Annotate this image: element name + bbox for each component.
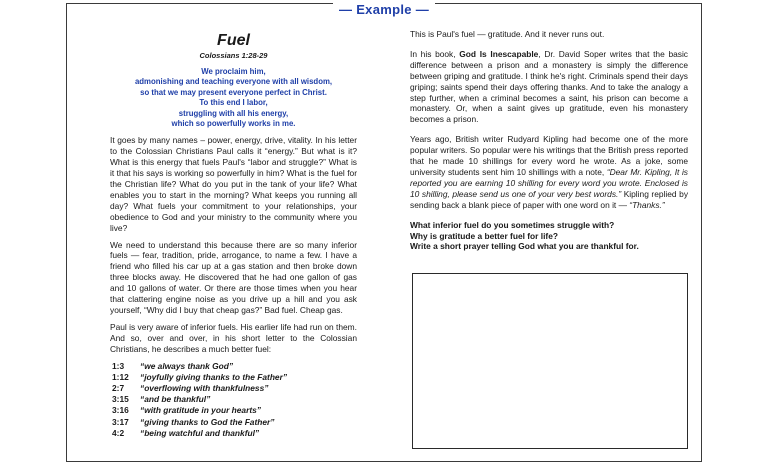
scripture-reference: Colossians 1:28-29 — [199, 51, 268, 60]
citation-row — [112, 394, 357, 405]
body-paragraph: We need to understand this because there are so many inferior fuels — fear, tradition, pride, arrogance, to name a few. I have a friend who filled his car up at a gas station and then broke down three blocks away. He discovered that he had one gallon of gas and 10 gallons of water. Or there are those times when you hear that clattering engine noise as you drive up a hill and you ask yourself, “Why did I buy that cheap gas?” Bad fuel. Cheap gas. — [110, 239, 357, 315]
citation-text: “being watchful and thankful” — [140, 427, 260, 438]
right-column — [410, 29, 688, 252]
citation-text: “we always thank God” — [140, 360, 234, 371]
citation-ref: 3:15 — [112, 394, 129, 405]
question: Why is gratitude a better fuel for life? — [410, 230, 558, 241]
body-paragraph: Paul is very aware of inferior fuels. His earlier life had run on them. And so, over and over, in his short letter to the Colossian Christians, he describes a much better fuel: — [110, 321, 357, 354]
verse-line: admonishing and teaching everyone with all wisdom, — [134, 77, 333, 87]
citation-row — [112, 361, 357, 372]
left-column — [110, 32, 357, 439]
text-span: , Dr. David Soper writes that the basic difference between a prison and a monastery is simply the difference between griping and gratitude. I think he's right. Criminals spend their days griping; saints spend their days offering thanks. And to take the analogy a step further, when a criminal becomes a saint, his prison can become a monastery. Or, when a saint gives up gratitude, even his monastery becomes a prison. — [410, 48, 688, 125]
citation-row — [112, 428, 357, 439]
citation-row — [112, 405, 357, 416]
citation-ref: 1:3 — [112, 360, 125, 371]
body-paragraph — [410, 49, 688, 125]
verse-line: We proclaim him, — [201, 66, 266, 76]
scripture-verse — [110, 67, 357, 129]
text-span: In his book, — [410, 48, 460, 59]
verse-line: which so powerfully works in me. — [171, 118, 296, 128]
article-title: Fuel — [217, 32, 250, 49]
citation-row — [112, 417, 357, 428]
citation-row — [112, 372, 357, 383]
citation-text: “and be thankful” — [140, 394, 211, 405]
text-span: Years ago, British writer Rudyard Kipling had become one of the more popular writers. So popular were his writings that the British press reported that he made 10 shillings for every word he wrote. As a joke, some university students sent him 10 shillings with a note, — [410, 134, 688, 177]
citation-ref: 3:16 — [112, 405, 129, 416]
citation-text: “joyfully giving thanks to the Father” — [140, 371, 288, 382]
body-paragraph — [410, 134, 688, 210]
body-paragraph: This is Paul's fuel — gratitude. And it never runs out. — [410, 29, 605, 39]
kipling-reply: “Thanks.” — [629, 199, 665, 210]
citation-list — [112, 361, 357, 439]
citation-row — [112, 383, 357, 394]
question: Write a short prayer telling God what you are thankful for. — [410, 241, 639, 252]
kipling-note: “Dear Mr. Kipling, It is reported you are earning 10 shilling for every word you wrote. Enclosed is 10 shilling, please send us one of your very best words.” — [410, 166, 688, 199]
text-span: Kipling replied by sending back a blank piece of paper with one word on it — — [410, 188, 689, 210]
body-paragraph: It goes by many names – power, energy, drive, vitality. In his letter to the Colossian Christians Paul calls it “energy.” But what is it? What is this energy that fuels Paul's “labor and struggle?” What is it that his says is working so powerfully in him? What is the fuel for the Christian life? What do you put in the tank of your life? What enables you to start in the morning? What keeps you running all day? What fuels your commitment to your relationships, your obedience to God and your ministry to the community where you live? — [110, 135, 357, 233]
citation-ref: 1:12 — [112, 371, 129, 382]
answer-box[interactable] — [412, 273, 688, 449]
example-label — [0, 2, 768, 17]
verse-line: To this end I labor, — [199, 98, 268, 108]
book-title: God Is Inescapable — [459, 48, 539, 59]
verse-line: struggling with all his energy, — [178, 108, 289, 118]
citation-text: “with gratitude in your hearts” — [140, 405, 261, 416]
example-label-text: — Example — — [333, 2, 435, 17]
citation-ref: 4:2 — [112, 427, 125, 438]
citation-ref: 3:17 — [112, 416, 129, 427]
verse-line: so that we may present everyone perfect in Christ. — [140, 87, 327, 97]
citation-ref: 2:7 — [112, 382, 125, 393]
citation-text: “overflowing with thankfulness” — [140, 382, 269, 393]
citation-text: “giving thanks to God the Father” — [140, 416, 275, 427]
question: What inferior fuel do you sometimes struggle with? — [410, 219, 615, 230]
